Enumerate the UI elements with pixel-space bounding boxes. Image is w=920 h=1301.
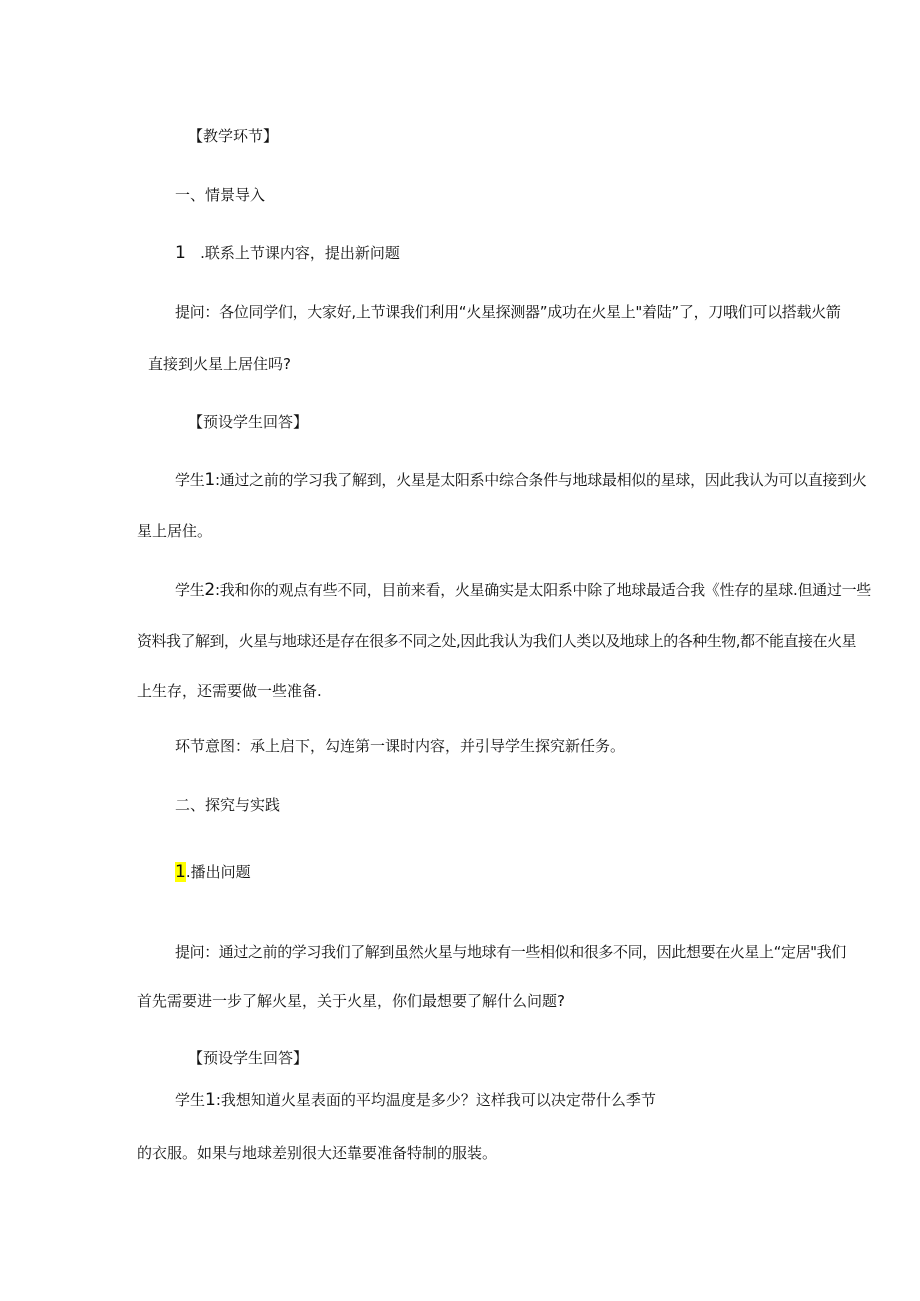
part1-student2-prefix: 学生	[175, 581, 205, 599]
part2-student1-text: :我想知道火星表面的平均温度是多少？这样我可以决定带什么季节	[215, 1091, 656, 1109]
part1-student2-number: 2	[204, 580, 215, 600]
section-heading: 【教学环节】	[188, 127, 279, 145]
part1-question-line2: 直接到火星上居住吗?	[148, 355, 291, 373]
part2-preset-label: 【预设学生回答】	[188, 1049, 309, 1067]
part1-student2-line3: 上生存，还需要做一些准备.	[137, 682, 322, 700]
part2-heading: 二、探究与实践	[175, 796, 281, 814]
part1-student2-line1	[175, 580, 871, 600]
part2-student1-line1	[175, 1090, 656, 1110]
part1-student1-line1	[175, 470, 867, 490]
part2-question-line1: 提问：通过之前的学习我们了解到虽然火星与地球有一些相似和很多不同，因此想要在火星上“定居"我们	[175, 943, 846, 961]
part1-student1-prefix: 学生	[175, 471, 205, 489]
part1-item1-text: .联系上节课内容，提出新问题	[200, 244, 400, 262]
part2-student1-line2: 的衣服。如果与地球差别很大还靠要准备特制的服装。	[137, 1144, 498, 1162]
part2-item1-text: .播出问题	[185, 863, 251, 881]
part1-student1-line2: 星上居住。	[137, 522, 213, 540]
part2-question-line2: 首先需要进一步了解火星，关于火星，你们最想要了解什么问题?	[137, 992, 565, 1010]
part1-item1-number: 1	[175, 243, 186, 263]
part1-student2-text: :我和你的观点有些不同，目前来看，火星确实是太阳系中除了地球最适合我《性存的星球.但通过一些	[214, 581, 871, 599]
part2-student1-number: 1	[205, 1090, 216, 1110]
part1-preset-label: 【预设学生回答】	[188, 413, 309, 431]
part1-intent: 环节意图：承上启下，勾连第一课时内容，并引导学生探究新任务。	[175, 737, 626, 755]
part1-student2-line2: 资料我了解到，火星与地球还是存在很多不同之处,因此我认为我们人类以及地球上的各种生物,都不能直接在火星	[137, 632, 857, 650]
part1-heading: 一、情景导入	[175, 186, 266, 204]
part2-student1-prefix: 学生	[175, 1091, 206, 1109]
part2-item1-number: 1	[175, 862, 186, 882]
part1-student1-text: :通过之前的学习我了解到，火星是太阳系中综合条件与地球最相似的星球，因此我认为可以直接到火	[214, 471, 867, 489]
part1-student1-number: 1	[204, 470, 215, 490]
part1-question-line1: 提问：各位同学们，大家好,上节课我们利用“火星探测器”成功在火星上"着陆”了，刀哦们可以搭载火箭	[175, 303, 841, 321]
part2-item1	[175, 862, 251, 882]
part1-item1	[175, 243, 400, 263]
